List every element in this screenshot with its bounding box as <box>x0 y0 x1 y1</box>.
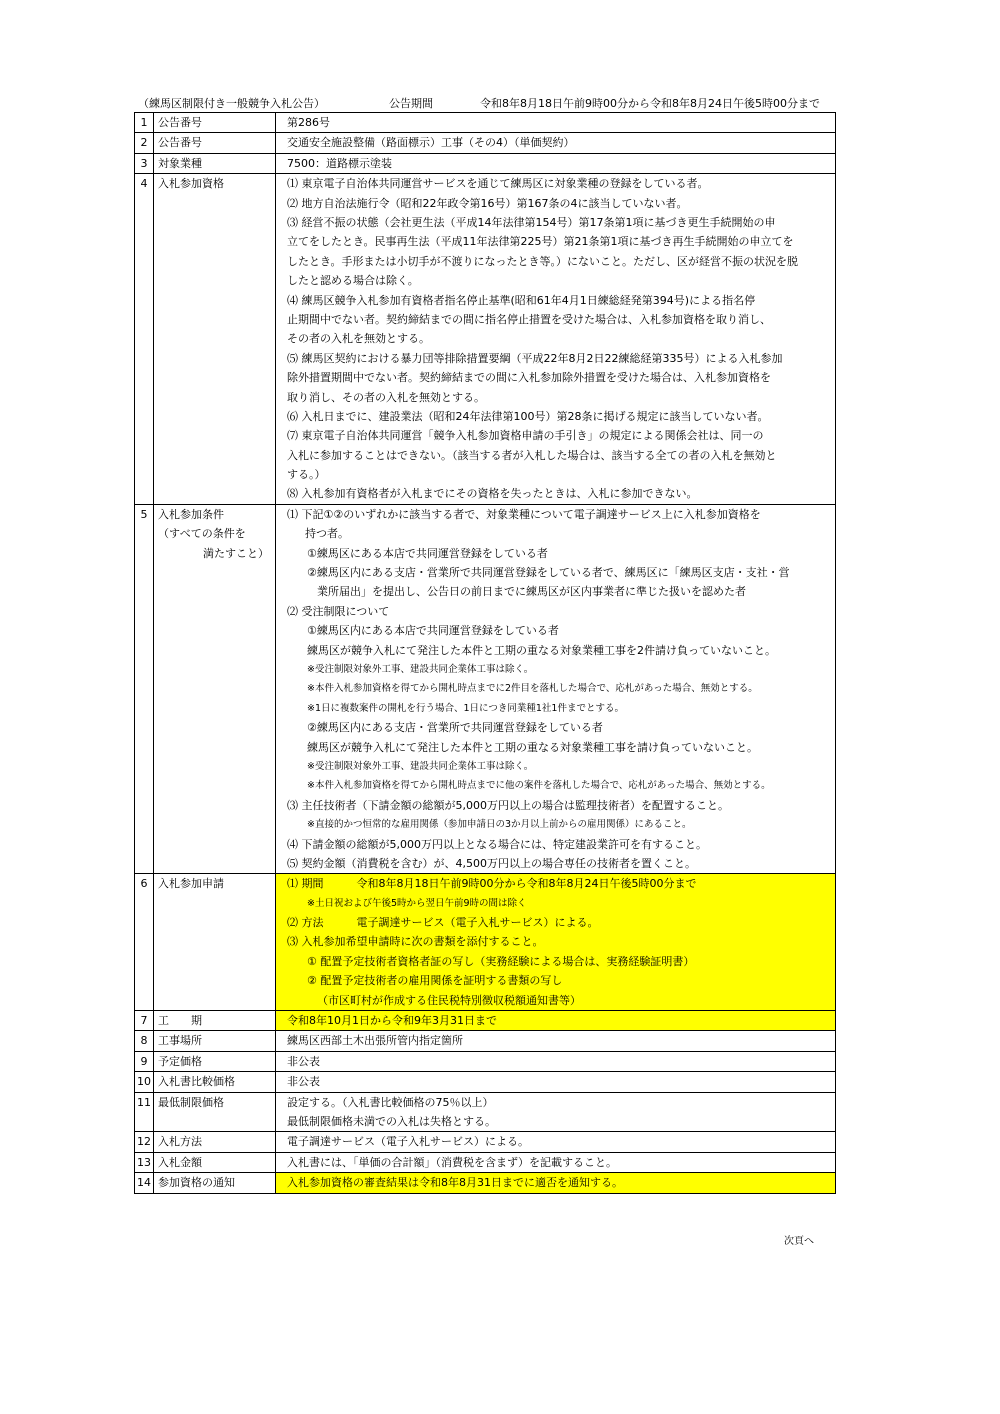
content-line: ⑷ 下請金額の総額が5,000万円以上となる場合には、特定建設業許可を有すること。 <box>287 837 707 851</box>
content-line: その者の入札を無効とする。 <box>287 332 430 346</box>
item-label: 対象業種 <box>154 153 276 173</box>
content-line: ⑶ 入札参加希望申請時に次の書類を添付すること。 <box>287 935 544 949</box>
content-line: したとき。手形または小切手が不渡りになったとき等。）にないこと。ただし、区が経営不振の状況を脱 <box>287 254 799 268</box>
content-line: 練馬区西部土木出張所管内指定箇所 <box>287 1034 463 1048</box>
table-row <box>135 133 836 153</box>
item-label: 入札金額 <box>154 1152 276 1172</box>
row-number: 3 <box>135 153 154 173</box>
item-content <box>276 1132 836 1152</box>
content-line: ※受注制限対象外工事、建設共同企業体工事は除く。 <box>307 663 534 675</box>
period-value: 令和8年8月18日午前9時00分から令和8年8月24日午後5時00分まで <box>480 97 820 110</box>
content-line: 止期間中でない者。契約締結までの間に指名停止措置を受けた場合は、入札参加資格を取り消し、 <box>287 312 771 326</box>
content-line: ⑵ 方法 電子調達サービス（電子入札サービス）による。 <box>287 916 599 930</box>
row-number: 13 <box>135 1152 154 1172</box>
content-line: ②練馬区内にある支店・営業所で共同運営登録をしている者 <box>307 721 603 735</box>
item-label: 入札参加申請 <box>154 874 276 1011</box>
table-row <box>135 1072 836 1092</box>
item-label: 工 期 <box>154 1011 276 1031</box>
content-line: ② 配置予定技術者の雇用関係を証明する書類の写し <box>307 974 563 988</box>
item-content <box>276 1152 836 1172</box>
item-content <box>276 1072 836 1092</box>
item-label: 入札方法 <box>154 1132 276 1152</box>
content-line: ⑹ 入札日までに、建設業法（昭和24年法律第100号）第28条に掲げる規定に該当していない者。 <box>287 409 769 423</box>
item-content <box>276 113 836 133</box>
content-line: ⑵ 地方自治法施行令（昭和22年政令第16号）第167条の4に該当していない者。 <box>287 196 688 210</box>
content-line: ⑴ 期間 令和8年8月18日午前9時00分から令和8年8月24日午後5時00分まで <box>287 877 697 891</box>
item-label: 公告番号 <box>154 133 276 153</box>
table-row <box>135 1031 836 1051</box>
item-label-line: 入札参加条件 <box>158 507 224 521</box>
table-row <box>135 1092 836 1132</box>
content-line: 非公表 <box>287 1075 320 1089</box>
content-line: ⑻ 入札参加有資格者が入札までにその資格を失ったときは、入札に参加できない。 <box>287 487 698 501</box>
content-line: （市区町村が作成する住民税特別徴収税額通知書等） <box>317 993 581 1007</box>
row-number: 11 <box>135 1092 154 1132</box>
item-content <box>276 1051 836 1071</box>
item-label <box>154 504 276 873</box>
content-line: 交通安全施設整備（路面標示）工事（その4）（単価契約） <box>287 136 575 150</box>
content-line: 業所届出」を提出し、公告日の前日までに練馬区が区内事業者に準じた扱いを認めた者 <box>317 585 746 599</box>
table-row <box>135 1132 836 1152</box>
row-number: 1 <box>135 113 154 133</box>
period-label: 公告期間 <box>389 97 433 110</box>
row-number: 7 <box>135 1011 154 1031</box>
row-number: 8 <box>135 1031 154 1051</box>
item-content <box>276 874 836 1011</box>
content-line: ⑴ 東京電子自治体共同運営サービスを通じて練馬区に対象業種の登録をしている者。 <box>287 177 709 191</box>
table-row <box>135 1173 836 1193</box>
table-row <box>135 153 836 173</box>
table-row <box>135 1051 836 1071</box>
item-content <box>276 133 836 153</box>
content-line: ※土日祝および午後5時から翌日午前9時の間は除く <box>307 897 527 909</box>
table-row <box>135 504 836 873</box>
item-label: 入札書比較価格 <box>154 1072 276 1092</box>
content-line: 持つ者。 <box>305 527 349 541</box>
table-row <box>135 874 836 1011</box>
content-line: 入札書には、「単価の合計額」（消費税を含まず）を記載すること。 <box>287 1155 617 1169</box>
content-line: ※本件入札参加資格を得てから開札時点までに2件目を落札した場合で、応札があった場合、無効とする。 <box>307 683 758 695</box>
notice-header <box>138 95 838 111</box>
content-line: 練馬区が競争入札にて発注した本件と工期の重なる対象業種工事を請け負っていないこと。 <box>307 740 758 754</box>
notice-table <box>134 112 836 1194</box>
next-page-note: 次頁へ <box>784 1236 814 1247</box>
content-line: ⑴ 下記①②のいずれかに該当する者で、対象業種について電子調達サービス上に入札参加資格を <box>287 507 761 521</box>
item-content <box>276 153 836 173</box>
item-label: 公告番号 <box>154 113 276 133</box>
item-content <box>276 1031 836 1051</box>
content-line: ⑶ 主任技術者（下請金額の総額が5,000万円以上の場合は監理技術者）を配置すること。 <box>287 798 729 812</box>
item-content <box>276 1011 836 1031</box>
row-number: 14 <box>135 1173 154 1193</box>
content-line: ⑸ 契約金額（消費税を含む）が、4,500万円以上の場合専任の技術者を置くこと。 <box>287 856 696 870</box>
content-line: ※1日に複数案件の開札を行う場合、1日につき同業種1社1件までとする。 <box>307 702 624 714</box>
table-row <box>135 1011 836 1031</box>
content-line: 設定する。（入札書比較価格の75％以上） <box>287 1095 494 1109</box>
content-line: 電子調達サービス（電子入札サービス）による。 <box>287 1135 529 1149</box>
row-number: 4 <box>135 174 154 505</box>
item-label-line: 満たすこと） <box>203 546 269 560</box>
content-line: ① 配置予定技術者資格者証の写し（実務経験による場合は、実務経験証明書） <box>307 954 695 968</box>
item-content <box>276 174 836 505</box>
row-number: 2 <box>135 133 154 153</box>
content-line: 取り消し、その者の入札を無効とする。 <box>287 390 485 404</box>
row-number: 6 <box>135 874 154 1011</box>
item-content <box>276 1173 836 1193</box>
item-content <box>276 504 836 873</box>
content-line: ⑺ 東京電子自治体共同運営「競争入札参加資格申請の手引き」の規定による関係会社は、同一の <box>287 429 764 443</box>
item-label: 最低制限価格 <box>154 1092 276 1132</box>
item-label-line: （すべての条件を <box>158 527 246 541</box>
content-line: ※受注制限対象外工事、建設共同企業体工事は除く。 <box>307 760 534 772</box>
content-line: ①練馬区内にある本店で共同運営登録をしている者 <box>307 624 559 638</box>
content-line: 除外措置期間中でない者。契約締結までの間に入札参加除外措置を受けた場合は、入札参加資格を <box>287 371 771 385</box>
row-number: 5 <box>135 504 154 873</box>
content-line: ⑷ 練馬区競争入札参加有資格者指名停止基準(昭和61年4月1日練総経発第394号)による指名停 <box>287 293 756 307</box>
content-line: 非公表 <box>287 1054 320 1068</box>
table-row <box>135 1152 836 1172</box>
content-line: 練馬区が競争入札にて発注した本件と工期の重なる対象業種工事を2件請け負っていないこと。 <box>307 643 776 657</box>
content-line: ※本件入札参加資格を得てから開札時点までに他の案件を落札した場合で、応札があった場合、無効とする。 <box>307 780 771 792</box>
content-line: ⑵ 受注制限について <box>287 604 390 618</box>
content-line: ①練馬区にある本店で共同運営登録をしている者 <box>307 546 548 560</box>
table-row <box>135 174 836 505</box>
row-number: 12 <box>135 1132 154 1152</box>
content-line: したと認める場合は除く。 <box>287 274 419 288</box>
content-line: 入札参加資格の審査結果は令和8年8月31日までに適否を通知する。 <box>287 1176 623 1190</box>
content-line: ②練馬区内にある支店・営業所で共同運営登録をしている者で、練馬区に「練馬区支店・支社・営 <box>307 566 790 580</box>
content-line: 第286号 <box>287 116 330 129</box>
item-label: 予定価格 <box>154 1051 276 1071</box>
item-label: 入札参加資格 <box>154 174 276 505</box>
content-line: 令和8年10月1日から令和9年3月31日まで <box>287 1014 497 1028</box>
row-number: 10 <box>135 1072 154 1092</box>
content-line: する。） <box>287 468 326 482</box>
content-line: ⑶ 経営不振の状態（会社更生法（平成14年法律第154号）第17条第1項に基づき更生手続開始の申 <box>287 216 776 229</box>
content-line: 入札に参加することはできない。（該当する者が入札した場合は、該当する全ての者の入札を無効と <box>287 448 777 462</box>
row-number: 9 <box>135 1051 154 1071</box>
content-line: 立てをしたとき。民事再生法（平成11年法律第225号）第21条第1項に基づき再生手続開始の申立てを <box>287 235 794 249</box>
item-label: 参加資格の通知 <box>154 1173 276 1193</box>
item-content <box>276 1092 836 1132</box>
content-line: 7500：道路標示塗装 <box>287 156 392 170</box>
content-line: 最低制限価格未満での入札は失格とする。 <box>287 1115 496 1129</box>
content-line: ※直接的かつ恒常的な雇用関係（参加申請日の3か月以上前からの雇用関係）にあること。 <box>307 819 692 831</box>
content-line: ⑸ 練馬区契約における暴力団等排除措置要綱（平成22年8月2日22練総経第335号）による入札参加 <box>287 351 783 365</box>
notice-title: （練馬区制限付き一般競争入札公告） <box>138 97 325 110</box>
item-label: 工事場所 <box>154 1031 276 1051</box>
table-row <box>135 113 836 133</box>
